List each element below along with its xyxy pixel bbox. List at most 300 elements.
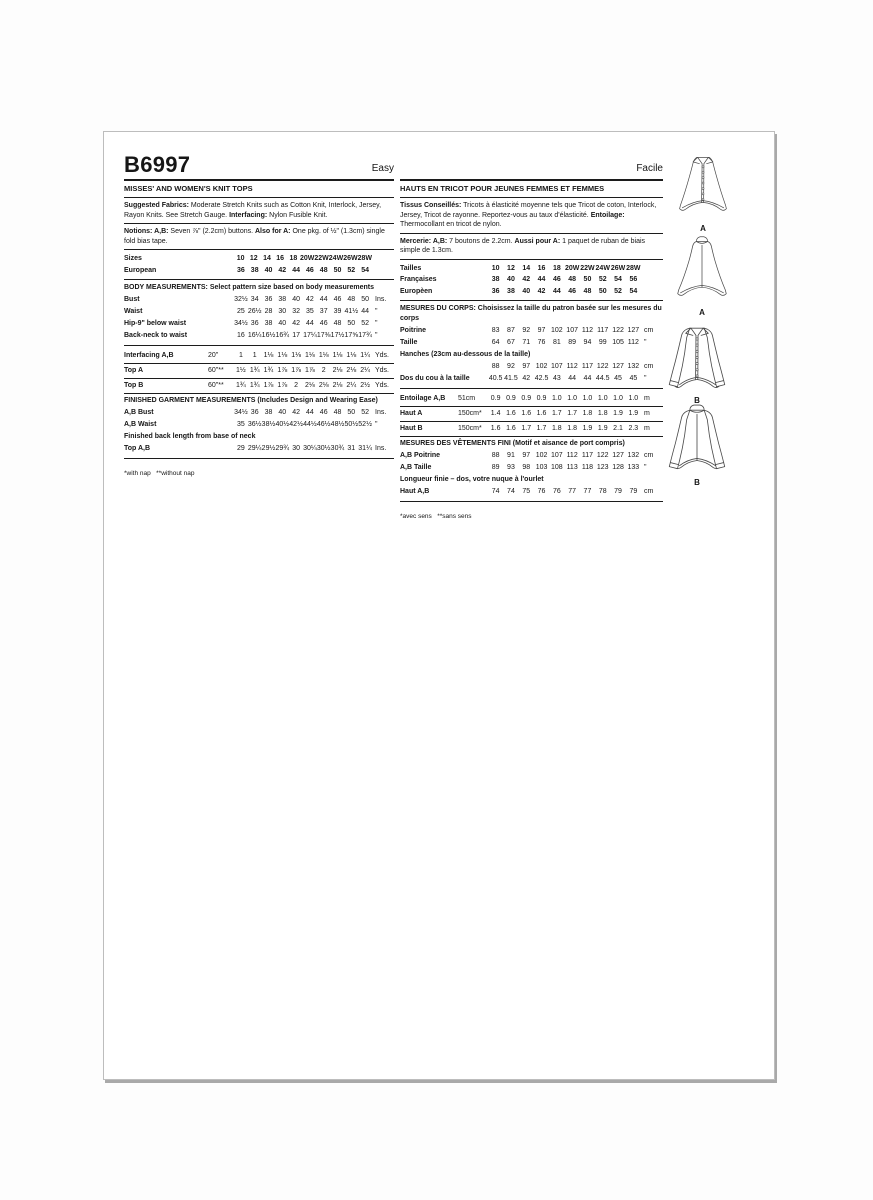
view-label-a-front: A [700,224,706,233]
row-value: 40½ [275,421,290,428]
divider [124,223,394,224]
row-value: 10 [236,255,245,262]
row-value: 16¼ [247,332,262,339]
row-value: 1.6 [536,410,547,417]
row-label: Tailles [400,264,422,272]
row-value: 1.6 [506,410,516,417]
row-value: 87 [507,327,515,334]
table-row [124,419,394,431]
row-width-spec: 150cm* [458,410,482,417]
table-row [400,274,663,286]
row-value: 54 [614,276,622,283]
row-value: 77 [583,488,592,495]
row-value: 17 [292,332,300,339]
row-value: 30¼ [303,445,317,452]
divider [124,458,394,459]
row-value: 25 [237,308,245,315]
row-value: 1⅛ [318,352,329,359]
row-label: Poitrine [400,327,427,334]
divider [400,388,663,389]
row-value: 43 [552,375,561,382]
row-value: 52 [361,320,369,327]
row-value: 97 [522,452,531,459]
table-row [124,306,394,318]
row-value: 2⅛ [318,382,329,389]
header-row-fr [400,154,663,175]
table-row [124,364,394,379]
row-label: Europèen [400,287,433,295]
row-value: 52 [347,266,356,274]
row-value: 1 [252,352,257,359]
row-value: 105 [612,339,624,346]
row-value: 14 [522,264,531,272]
row-value: 44.5 [595,375,610,382]
row-value: 17¾ [358,332,372,339]
row-value: 40.5 [488,375,503,382]
row-value: 89 [491,464,500,471]
row-value: 48 [333,320,342,327]
row-value: 1⅛ [346,352,357,359]
row-value: 42 [522,375,531,382]
garment-title-en: MISSES' AND WOMEN'S KNIT TOPS [124,184,253,193]
row-value: 20W [564,264,580,272]
row-unit: m [644,395,650,402]
row-label: A,B Bust [124,409,154,416]
row-value: 40 [278,320,287,327]
sizes-table-en [124,253,394,276]
table-row [400,263,663,275]
table-row [124,294,394,306]
row-value: 46 [319,409,328,416]
row-value: 1¾ [249,382,260,389]
row-value: 50 [583,276,592,283]
row-value: 48 [319,266,328,274]
table-row [400,422,663,437]
row-value: 54 [629,287,638,295]
row-value: 45 [629,375,638,382]
row-value: 112 [627,339,639,346]
row-value: 0.9 [536,395,547,402]
row-label: Bust [124,296,140,303]
row-value: 2⅛ [332,382,343,389]
row-value: 127 [627,327,640,334]
row-value: 122 [596,452,609,459]
row-value: 38 [507,287,515,295]
row-value: 10 [491,264,500,272]
fabrics-paragraph-fr [400,201,663,230]
row-value: 76 [552,488,561,495]
row-value: 1.7 [551,410,562,417]
nap-footnote-en: *with nap **without nap [124,470,195,477]
row-unit: " [375,332,378,339]
row-value: 97 [537,327,546,334]
row-unit: " [644,375,647,382]
row-value: 28W [626,264,641,272]
row-value: 132 [627,452,640,459]
row-unit: cm [644,452,654,459]
row-value: 48 [568,276,577,283]
row-value: 36½ [247,421,262,428]
row-value: 26W [343,255,358,262]
row-value: 37 [319,308,328,315]
divider [124,179,394,181]
row-value: 1⅛ [332,352,343,359]
row-label: Top A,B [124,445,151,452]
row-value: 42 [292,320,300,327]
row-unit: m [644,410,650,417]
row-value: 41½ [344,308,359,315]
row-value: 83 [491,327,500,334]
row-value: 32 [292,308,300,315]
table-row [124,443,394,455]
row-label: Haut B [400,425,423,432]
row-value: 112 [581,327,594,334]
row-value: 50 [347,320,356,327]
row-value: 52 [614,287,622,295]
row-value: 1.0 [551,395,562,402]
row-value: 41.5 [504,375,518,382]
row-label: Back-neck to waist [124,332,188,339]
row-value: 76 [537,488,546,495]
row-value: 18 [289,255,298,262]
row-value: 42½ [289,421,303,428]
row-value: 102 [535,452,548,459]
notions-paragraph-en [124,227,394,246]
row-value: 44 [537,276,546,283]
row-value: 48½ [330,421,345,428]
row-value: 29½ [261,445,276,452]
row-value: 52½ [358,421,372,428]
row-value: 40 [507,276,515,283]
row-unit: Yds. [375,352,390,359]
table-row [400,392,663,407]
table-row [400,450,663,462]
row-value: 35 [237,421,245,428]
row-label: Haut A,B [400,488,430,495]
row-value: 1.8 [582,410,593,417]
row-value: 44 [319,296,328,303]
row-value: 1.7 [521,425,532,432]
text: Seven ⅞" (2.2cm) buttons. [168,228,255,235]
table-row [124,318,394,330]
text: 1 paquet de ruban de biais simple de 1.3cm. [400,237,646,254]
fabrics-paragraph-en [124,201,394,220]
body-measurements-heading-fr: MESURES DU CORPS: Choisissez la taille du patron basée sur les mesures du corps [400,305,662,322]
row-value: 40 [292,296,300,303]
row-value: 30 [278,308,287,315]
row-value: 1¼ [360,352,370,359]
view-label-a-back: A [699,308,705,317]
row-label: A,B Waist [124,421,157,428]
row-width-spec: 20" [208,352,219,359]
row-label: Taille [400,339,418,346]
table-row [400,373,663,385]
pattern-envelope-back [103,131,775,1080]
row-label: Interfacing A,B [124,352,174,359]
row-value: 117 [597,327,609,334]
row-unit: Yds. [375,382,390,389]
bold-text: Interfacing: [229,211,268,219]
text: 7 boutons de 2.2cm. [447,237,515,245]
row-value: 38 [264,320,273,327]
garment-title-fr: HAUTS EN TRICOT POUR JEUNES FEMMES ET FEMMES [400,184,605,193]
row-value: 107 [566,327,578,334]
divider [400,300,663,301]
row-value: 46 [319,320,328,327]
row-value: 89 [568,339,577,346]
row-unit: cm [644,363,654,370]
row-value: 36 [491,287,500,295]
body-measurements-table-fr [400,325,663,385]
row-unit: cm [644,488,654,495]
row-value: 1⅞ [305,367,315,374]
row-value: 32½ [234,296,248,303]
row-label: A,B Taille [400,464,432,471]
row-value: 50 [347,409,356,416]
row-value: 117 [581,363,594,370]
row-value: 44 [552,287,561,295]
row-value: 1.8 [597,410,608,417]
table-row [400,325,663,337]
table-row [400,462,663,474]
row-label: Sizes [124,255,142,262]
row-label: Dos du cou à la taille [400,375,470,382]
divider [400,233,663,234]
row-value: 26W [610,264,626,272]
row-value: 1⅞ [277,367,288,374]
row-value: 2 [321,367,326,374]
bold-text: Also for A: [255,228,291,235]
row-value: 1.9 [582,425,593,432]
row-value: 50 [333,266,342,274]
row-value: 88 [491,452,500,459]
table-row [400,286,663,298]
row-value: 78 [598,488,607,495]
divider [400,501,663,502]
row-value: 0.9 [521,395,532,402]
row-value: 48 [583,287,592,295]
bold-text: Notions: A,B: [124,228,169,235]
row-value: 1.4 [490,410,501,417]
table-row [124,265,394,277]
row-value: 48 [347,296,356,303]
table-row [400,361,663,373]
table-row [400,407,663,422]
row-unit: " [375,320,378,327]
divider [124,279,394,280]
row-value: 44 [306,409,314,416]
row-value: 36 [250,409,259,416]
row-value: 122 [596,363,609,370]
row-value: 16½ [261,332,276,339]
row-value: 42 [292,409,300,416]
row-value: 1.0 [597,395,608,402]
table-row [124,407,394,419]
row-unit: Ins. [375,296,387,303]
row-value: 31 [347,445,356,452]
row-value: 2½ [360,382,370,389]
row-value: 22W [314,255,329,262]
row-value: 46 [552,276,561,283]
text: One pkg. of ½" (1.3cm) single fold bias tape. [124,228,385,245]
row-value: 24W [328,255,344,262]
row-label: Entoilage A,B [400,395,446,402]
table-row [124,253,394,265]
row-value: 1 [238,352,243,359]
divider [124,345,394,346]
row-value: 30½ [316,445,331,452]
row-value: 1¾ [236,382,246,389]
row-value: 91 [507,452,515,459]
row-value: 42 [522,276,531,283]
row-value: 103 [535,464,548,471]
row-value: 1¾ [249,367,260,374]
row-value: 52 [598,276,607,283]
row-value: 35 [306,308,314,315]
row-value: 2¼ [346,382,357,389]
header-row-en [124,154,394,175]
row-value: 1.6 [506,425,516,432]
bold-text: Suggested Fabrics: [124,202,189,209]
row-value: 28 [264,308,273,315]
row-value: 42 [278,266,287,274]
row-value: 102 [535,363,548,370]
row-value: 122 [612,327,624,334]
row-unit: " [375,308,378,315]
row-value: 93 [507,464,515,471]
row-value: 1.0 [613,395,623,402]
row-value: 2⅛ [346,367,357,374]
row-value: 0.9 [490,395,501,402]
divider [400,197,663,198]
row-value: 77 [568,488,577,495]
row-value: 117 [581,452,594,459]
finished-measurements-table-fr [400,450,663,498]
row-label: Top A [124,367,144,374]
row-value: 16 [537,264,546,272]
body-measurements-heading-en: BODY MEASUREMENTS: Select pattern size based on body measurements [124,284,374,291]
row-value: 133 [627,464,640,471]
text: Moderate Stretch Knits such as Cotton Knit, Interlock, Jersey, Rayon Knits. See Stretch Gauge. [124,202,382,219]
row-value: 132 [627,363,640,370]
row-value: 12 [507,264,515,272]
bold-text: Entoilage: [590,211,625,219]
row-value: 24W [595,264,610,272]
row-value: 1⅛ [263,352,274,359]
row-unit: Ins. [375,445,387,452]
row-value: 88 [491,363,500,370]
row-value: 28W [357,255,372,262]
row-width-spec: 60"** [208,367,224,374]
row-value: 74 [507,488,515,495]
row-value: 44 [306,320,314,327]
row-value: 0.9 [506,395,516,402]
row-value: 2.1 [613,425,623,432]
row-value: 17⅝ [344,332,359,339]
row-value: 18 [552,264,561,272]
row-value: 44 [583,375,592,382]
french-column [400,154,663,520]
row-value: 46 [306,266,314,274]
row-value: 44 [292,266,300,274]
row-value: 44 [568,375,577,382]
divider [400,179,663,181]
sizes-table-fr [400,263,663,298]
row-value: 30 [292,445,300,452]
garment-illustration-b-front [659,322,735,405]
row-value: 76 [537,339,546,346]
row-value: 64 [491,339,500,346]
row-value: 56 [629,276,638,283]
row-value: 108 [551,464,563,471]
row-value: 112 [566,363,578,370]
row-unit: " [644,464,647,471]
row-value: 1⅛ [291,352,301,359]
row-value: 50 [361,296,369,303]
row-value: 42 [537,287,546,295]
row-value: 1.8 [567,425,578,432]
bold-text: Aussi pour A: [514,237,561,245]
row-value: 52 [361,409,369,416]
row-value: 42.5 [534,375,549,382]
row-value: 113 [566,464,578,471]
table-row [124,379,394,394]
notions-paragraph-fr [400,237,663,256]
divider [400,259,663,260]
row-unit: cm [644,327,654,334]
finished-measurements-heading-en: FINISHED GARMENT MEASUREMENTS (Includes Design and Wearing Ease) [124,397,378,404]
yardage-table-en [124,349,394,394]
row-value: 16 [276,255,285,262]
divider [124,197,394,198]
row-value: 29¾ [275,445,290,452]
row-unit: " [644,339,647,346]
row-value: 2⅛ [332,367,343,374]
row-value: 107 [551,363,563,370]
row-value: 67 [507,339,515,346]
row-value: 50 [598,287,607,295]
row-value: 14 [263,255,271,262]
bold-text: Tissus Conseillés: [400,202,462,209]
row-value: 45 [614,375,622,382]
row-value: 2¼ [360,367,370,374]
row-value: 44 [361,308,369,315]
row-value: 1½ [236,367,246,374]
row-unit: Ins. [375,409,387,416]
row-value: 44½ [303,421,317,428]
finished-measurements-heading-fr: MESURES DES VÊTEMENTS FINI (Motif et aisance de port compris) [400,440,625,447]
row-value: 29 [237,445,245,452]
row-value: 39 [333,308,342,315]
row-value: 1.0 [582,395,593,402]
row-value: 36 [237,266,245,274]
row-value: 1⅛ [305,352,315,359]
row-label: A,B Poitrine [400,452,441,459]
finished-measurements-table-en [124,407,394,455]
row-value: 1¾ [263,367,274,374]
row-unit: m [644,425,650,432]
row-value: 1.7 [536,425,547,432]
row-value: 38 [250,266,259,274]
row-value: 29¼ [247,445,262,452]
nap-footnote-fr: *avec sens **sans sens [400,513,472,520]
row-value: 1⅞ [277,382,288,389]
row-unit: Yds. [375,367,390,374]
row-value: 34 [250,296,259,303]
row-value: 98 [522,464,531,471]
row-unit: " [375,421,378,428]
garment-illustration-b-back [658,402,736,487]
